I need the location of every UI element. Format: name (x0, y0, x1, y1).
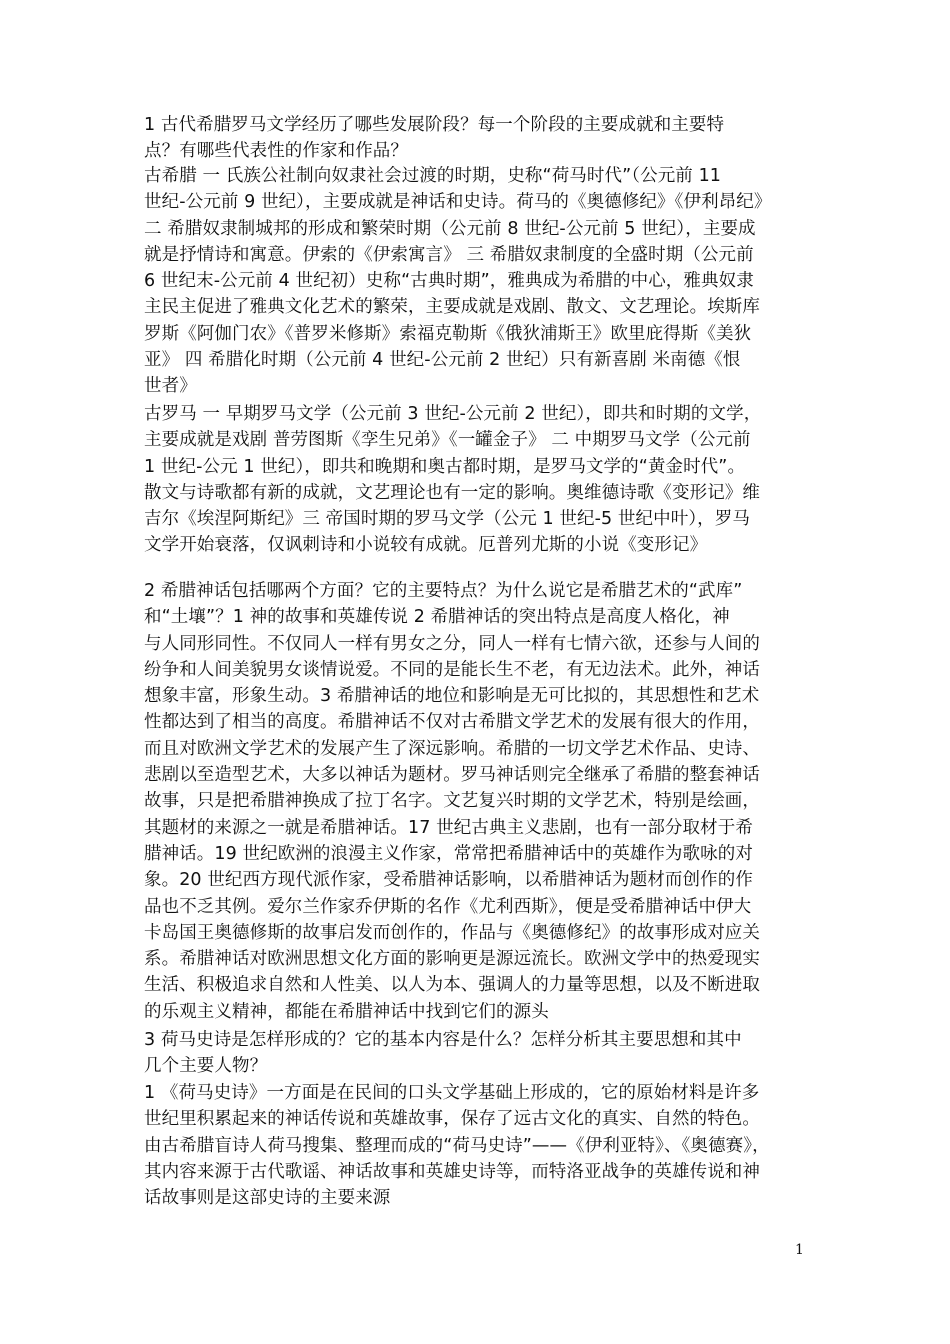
text-line: 点？有哪些代表性的作家和作品？ (144, 141, 408, 162)
text-line: 就是抒情诗和寓意。伊索的《伊索寓言》 三 希腊奴隶制度的全盛时期（公元前 (144, 244, 754, 265)
text-line: 话故事则是这部史诗的主要来源 (144, 1188, 391, 1209)
text-line: 古希腊 一 氏族公社制向奴隶社会过渡的时期，史称“荷马时代”（公元前 11 (144, 166, 722, 186)
ancient-rome-answer (144, 401, 824, 559)
ancient-greece-answer (144, 163, 824, 400)
text-line: 品也不乏其例。爱尔兰作家乔伊斯的名作《尤利西斯》，便是受希腊神话中伊大 (144, 896, 752, 917)
text-line: 腊神话。19 世纪欧洲的浪漫主义作家，常常把希腊神话中的英雄作为歌咏的对 (144, 843, 753, 864)
text-line: 世纪-公元前 9 世纪），主要成就是神话和史诗。荷马的《奥德修纪》《伊利昂纪》 (144, 192, 772, 213)
text-line: 散文与诗歌都有新的成就，文艺理论也有一定的影响。奥维德诗歌《变形记》维 (144, 482, 760, 503)
text-line: 和“土壤”？1 神的故事和英雄传说 2 希腊神话的突出特点是高度人格化，神 (144, 607, 730, 628)
text-line: 吉尔《埃涅阿斯纪》三 帝国时期的罗马文学（公元 1 世纪-5 世纪中叶），罗马 (144, 509, 750, 530)
question-1-heading (144, 112, 824, 165)
text-line: 1 《荷马史诗》一方面是在民间的口头文学基础上形成的，它的原始材料是许多 (144, 1083, 760, 1103)
text-line: 罗斯《阿伽门农》《普罗米修斯》索福克勒斯《俄狄浦斯王》欧里庇得斯《美狄 (144, 323, 752, 344)
text-line: 卡岛国王奥德修斯的故事启发而创作的，作品与《奥德修纪》的故事形成对应关 (144, 922, 760, 943)
text-line: 想象丰富，形象生动。3 希腊神话的地位和影响是无可比拟的，其思想性和艺术 (144, 686, 760, 707)
text-line: 二 希腊奴隶制城邦的形成和繁荣时期（公元前 8 世纪-公元前 5 世纪），主要成 (144, 218, 756, 239)
text-line: 几个主要人物？ (144, 1056, 268, 1077)
text-line: 象。20 世纪西方现代派作家，受希腊神话影响，以希腊神话为题材而创作的作 (144, 870, 753, 891)
text-line: 文学开始衰落，仅讽刺诗和小说较有成就。厄普列尤斯的小说《变形记》 (144, 535, 708, 556)
text-line: 纷争和人间美貌男女谈情说爱。不同的是能长生不老，有无边法术。此外，神话 (144, 659, 760, 680)
text-line: 1 世纪-公元 1 世纪），即共和晚期和奥古都时期，是罗马文学的“黄金时代”。 (144, 456, 746, 477)
text-line: 古罗马 一 早期罗马文学（公元前 3 世纪-公元前 2 世纪），即共和时期的文学， (144, 404, 762, 424)
text-line: 2 希腊神话包括哪两个方面？它的主要特点？为什么说它是希腊艺术的“武库” (144, 581, 743, 601)
text-line: 故事，只是把希腊神换成了拉丁名字。文艺复兴时期的文学艺术，特别是绘画， (144, 791, 760, 812)
text-line: 亚》 四 希腊化时期（公元前 4 世纪-公元前 2 世纪）只有新喜剧 米南德《恨 (144, 350, 741, 371)
question-3-answer (144, 1080, 824, 1211)
text-line: 与人同形同性。不仅同人一样有男女之分，同人一样有七情六欲，还参与人间的 (144, 633, 760, 654)
question-3-heading (144, 1027, 824, 1080)
text-line: 6 世纪末-公元前 4 世纪初）史称“古典时期”，雅典成为希腊的中心，雅典奴隶 (144, 271, 754, 292)
text-line: 的乐观主义精神，都能在希腊神话中找到它们的源头 (144, 1001, 549, 1022)
text-line: 其内容来源于古代歌谣、神话故事和英雄史诗等，而特洛亚战争的英雄传说和神 (144, 1161, 760, 1182)
text-line: 悲剧以至造型艺术，大多以神话为题材。罗马神话则完全继承了希腊的整套神话 (144, 765, 760, 786)
page-number: 1 (795, 1242, 804, 1258)
text-line: 而且对欧洲文学艺术的发展产生了深远影响。希腊的一切文学艺术作品、史诗、 (144, 738, 760, 759)
text-line: 世者》 (144, 376, 197, 397)
text-line: 其题材的来源之一就是希腊神话。17 世纪古典主义悲剧，也有一部分取材于希 (144, 817, 753, 838)
text-line: 由古希腊盲诗人荷马搜集、整理而成的“荷马史诗”——《伊利亚特》、《奥德赛》， (144, 1135, 770, 1156)
text-line: 系。希腊神话对欧洲思想文化方面的影响更是源远流长。欧洲文学中的热爱现实 (144, 949, 760, 970)
text-line: 主民主促进了雅典文化艺术的繁荣，主要成就是戏剧、散文、文艺理论。埃斯库 (144, 297, 760, 318)
text-line: 3 荷马史诗是怎样形成的？它的基本内容是什么？怎样分析其主要思想和其中 (144, 1030, 742, 1050)
question-2-paragraph (144, 578, 824, 1025)
text-line: 生活、积极追求自然和人性美、以人为本、强调人的力量等思想，以及不断进取 (144, 975, 760, 996)
text-line: 主要成就是戏剧 普劳图斯《孪生兄弟》《一罐金子》 二 中期罗马文学（公元前 (144, 430, 751, 451)
text-line: 性都达到了相当的高度。希腊神话不仅对古希腊文学艺术的发展有很大的作用， (144, 712, 760, 733)
text-line: 世纪里积累起来的神话传说和英雄故事，保存了远古文化的真实、自然的特色。 (144, 1109, 760, 1130)
text-line: 1 古代希腊罗马文学经历了哪些发展阶段？每一个阶段的主要成就和主要特 (144, 115, 725, 135)
